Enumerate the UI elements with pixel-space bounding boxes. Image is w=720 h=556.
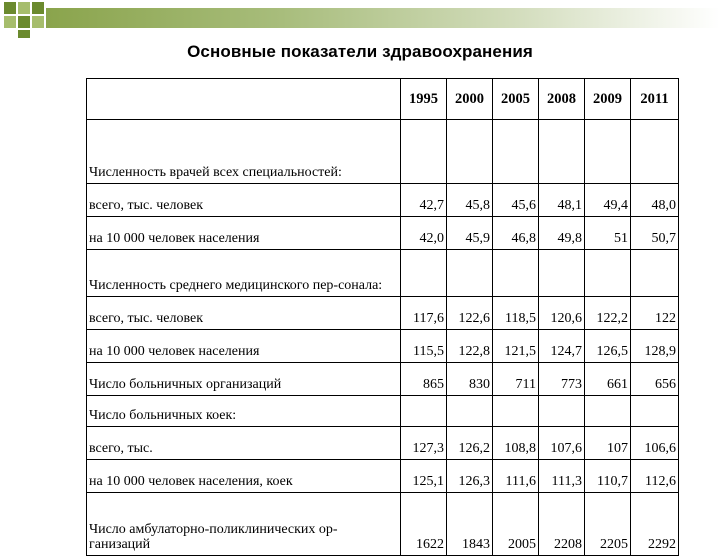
cell-value: 1622 bbox=[401, 493, 447, 556]
cell-value: 127,3 bbox=[401, 427, 447, 460]
row-label: Число амбулаторно-поликлинических ор-ганизаций bbox=[87, 493, 401, 556]
row-label: всего, тыс. bbox=[87, 427, 401, 460]
table-row bbox=[87, 460, 679, 493]
cell-value: 49,8 bbox=[539, 217, 585, 250]
table-row bbox=[87, 184, 679, 217]
year-header: 2008 bbox=[539, 79, 585, 120]
row-label: Число больничных коек: bbox=[87, 396, 401, 427]
table-row bbox=[87, 250, 679, 297]
row-label: на 10 000 человек населения, коек bbox=[87, 460, 401, 493]
table-row bbox=[87, 120, 679, 184]
cell-value bbox=[631, 250, 679, 297]
cell-value: 42,0 bbox=[401, 217, 447, 250]
table-row bbox=[87, 330, 679, 363]
cell-value: 108,8 bbox=[493, 427, 539, 460]
cell-value bbox=[401, 250, 447, 297]
table-row bbox=[87, 427, 679, 460]
cell-value: 111,6 bbox=[493, 460, 539, 493]
cell-value: 126,5 bbox=[585, 330, 631, 363]
cell-value bbox=[493, 120, 539, 184]
cell-value: 46,8 bbox=[493, 217, 539, 250]
row-label: Численность врачей всех специальностей: bbox=[87, 120, 401, 184]
cell-value: 661 bbox=[585, 363, 631, 396]
cell-value bbox=[585, 120, 631, 184]
cell-value: 45,6 bbox=[493, 184, 539, 217]
row-label: Число больничных организаций bbox=[87, 363, 401, 396]
cell-value: 121,5 bbox=[493, 330, 539, 363]
cell-value: 118,5 bbox=[493, 297, 539, 330]
cell-value: 122,2 bbox=[585, 297, 631, 330]
cell-value: 773 bbox=[539, 363, 585, 396]
cell-value: 49,4 bbox=[585, 184, 631, 217]
decor-square bbox=[32, 16, 44, 28]
table-row bbox=[87, 396, 679, 427]
cell-value: 50,7 bbox=[631, 217, 679, 250]
cell-value: 112,6 bbox=[631, 460, 679, 493]
table-row bbox=[87, 217, 679, 250]
cell-value: 126,3 bbox=[447, 460, 493, 493]
cell-value bbox=[401, 396, 447, 427]
cell-value: 117,6 bbox=[401, 297, 447, 330]
cell-value: 120,6 bbox=[539, 297, 585, 330]
year-header: 2009 bbox=[585, 79, 631, 120]
header-empty-cell bbox=[87, 79, 401, 120]
cell-value bbox=[493, 250, 539, 297]
table-row bbox=[87, 493, 679, 556]
cell-value: 51 bbox=[585, 217, 631, 250]
cell-value bbox=[401, 120, 447, 184]
cell-value: 107 bbox=[585, 427, 631, 460]
cell-value: 830 bbox=[447, 363, 493, 396]
year-header: 1995 bbox=[401, 79, 447, 120]
header-gradient-band bbox=[46, 8, 720, 28]
decor-square bbox=[32, 2, 44, 14]
cell-value: 656 bbox=[631, 363, 679, 396]
decor-square bbox=[18, 2, 30, 14]
cell-value: 122,8 bbox=[447, 330, 493, 363]
cell-value: 1843 bbox=[447, 493, 493, 556]
cell-value: 42,7 bbox=[401, 184, 447, 217]
cell-value: 48,1 bbox=[539, 184, 585, 217]
cell-value: 45,8 bbox=[447, 184, 493, 217]
cell-value: 128,9 bbox=[631, 330, 679, 363]
cell-value bbox=[585, 250, 631, 297]
table-row bbox=[87, 363, 679, 396]
cell-value: 2208 bbox=[539, 493, 585, 556]
table-row bbox=[87, 297, 679, 330]
cell-value: 115,5 bbox=[401, 330, 447, 363]
cell-value: 2292 bbox=[631, 493, 679, 556]
cell-value: 124,7 bbox=[539, 330, 585, 363]
cell-value: 2005 bbox=[493, 493, 539, 556]
cell-value: 110,7 bbox=[585, 460, 631, 493]
cell-value bbox=[539, 396, 585, 427]
cell-value: 2205 bbox=[585, 493, 631, 556]
cell-value: 126,2 bbox=[447, 427, 493, 460]
year-header: 2011 bbox=[631, 79, 679, 120]
table-header-row bbox=[87, 79, 679, 120]
cell-value bbox=[539, 250, 585, 297]
cell-value: 865 bbox=[401, 363, 447, 396]
cell-value: 122,6 bbox=[447, 297, 493, 330]
cell-value: 45,9 bbox=[447, 217, 493, 250]
row-label: на 10 000 человек населения bbox=[87, 217, 401, 250]
cell-value: 711 bbox=[493, 363, 539, 396]
cell-value bbox=[447, 250, 493, 297]
cell-value: 107,6 bbox=[539, 427, 585, 460]
cell-value: 48,0 bbox=[631, 184, 679, 217]
health-indicators-table bbox=[86, 78, 679, 556]
cell-value: 122 bbox=[631, 297, 679, 330]
page-title: Основные показатели здравоохранения bbox=[187, 42, 533, 61]
cell-value: 125,1 bbox=[401, 460, 447, 493]
cell-value: 106,6 bbox=[631, 427, 679, 460]
decor-square bbox=[18, 16, 30, 28]
cell-value bbox=[539, 120, 585, 184]
cell-value bbox=[493, 396, 539, 427]
decor-square bbox=[4, 2, 16, 14]
cell-value bbox=[585, 396, 631, 427]
year-header: 2005 bbox=[493, 79, 539, 120]
decor-square bbox=[18, 30, 30, 38]
row-label: всего, тыс. человек bbox=[87, 297, 401, 330]
row-label: всего, тыс. человек bbox=[87, 184, 401, 217]
cell-value bbox=[631, 396, 679, 427]
cell-value bbox=[447, 396, 493, 427]
header-decoration bbox=[0, 0, 720, 40]
decor-square bbox=[4, 16, 16, 28]
row-label: на 10 000 человек населения bbox=[87, 330, 401, 363]
row-label: Численность среднего медицинского пер-сонала: bbox=[87, 250, 401, 297]
cell-value bbox=[631, 120, 679, 184]
cell-value: 111,3 bbox=[539, 460, 585, 493]
year-header: 2000 bbox=[447, 79, 493, 120]
cell-value bbox=[447, 120, 493, 184]
